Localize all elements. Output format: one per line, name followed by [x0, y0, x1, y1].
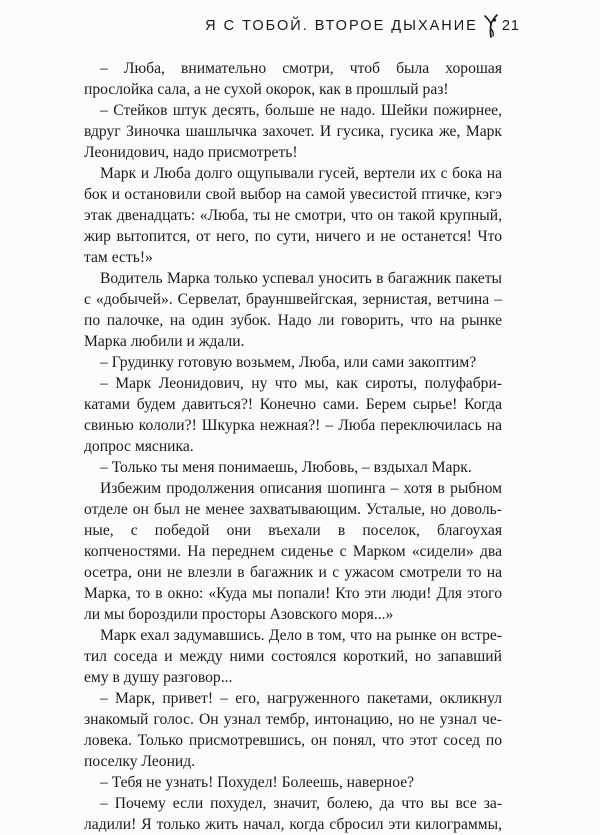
paragraph: – Марк, привет! – его, нагруженного пакетами, окликнул знакомый голос. Он узнал тембр, интонацию, но не узнал человека. Только присмотревшись, он понял, что этот сосед по поселку Леонид.: [84, 690, 502, 770]
paragraph: – Почему если похудел, значит, болею, да что вы все заладили! Я только жить начал, когда сбросил эти килограммы,: [84, 795, 502, 833]
running-header: [205, 12, 520, 40]
paragraph: Марк и Люба долго ощупывали гусей, вертели их с бока на бок и остановили свой выбор на самой увесистой птичке, кэгэ этак двенадцать: «Люба, ты не смотри, что он такой крупный, жир вытопится, от него, по сути, ничего и не останется! Что там есть!»: [84, 165, 502, 266]
paragraph: – Тебя не узнать! Похудел! Болеешь, наверное?: [100, 774, 415, 791]
paragraph: Водитель Марка только успевал уносить в багажник пакеты с «добычей». Сервелат, брауншвейгская, зернистая, ветчина – по палочке, на один зубок. Надо ли говорить, что на рынке Марка любили и ждали.: [84, 270, 502, 350]
paragraph: – Марк Леонидович, ну что мы, как сироты, полуфабрикатами будем давиться?! Конечно сами. Берем сырье! Когда свинью кололи?! Шкурка нежная?! – Люба переключилась на допрос мясника.: [84, 375, 502, 455]
paragraph: – Грудинку готовую возьмем, Люба, или сами закоптим?: [100, 354, 477, 371]
running-header-title: Я С ТОБОЙ. ВТОРОЕ ДЫХАНИЕ: [205, 18, 478, 34]
dancer-figure-icon: [482, 13, 500, 39]
body-text: [84, 58, 502, 835]
paragraph: – Стейков штук десять, больше не надо. Шейки пожирнее, вдруг Зиночка шашлычка захочет. И гусика, гусика же, Марк Леонидович, надо присмотреть!: [84, 102, 502, 161]
paragraph: Марк ехал задумавшись. Дело в том, что на рынке он встретил соседа и между ними состоялся короткий, но запавший ему в душу разговор...: [84, 627, 502, 686]
paragraph: Избежим продолжения описания шопинга – хотя в рыбном отделе он был не менее захватывающим. Усталые, но довольные, с победой они въехали в поселок, благоухая копченостями. На переднем сиденье с Марком «сидели» два осетра, они не влезли в багажник и с ужасом смотрели то на Марка, то в окно: «Куда мы попали! Кто эти люди! Для этого ли мы бороздили просторы Азовского моря...»: [84, 480, 502, 623]
paragraph: – Только ты меня понимаешь, Любовь, – вздыхал Марк.: [100, 459, 472, 476]
paragraph: – Люба, внимательно смотри, чтоб была хорошая прослойка сала, а не сухой окорок, как в прошлый раз!: [84, 60, 502, 98]
page-number: 21: [501, 18, 520, 34]
